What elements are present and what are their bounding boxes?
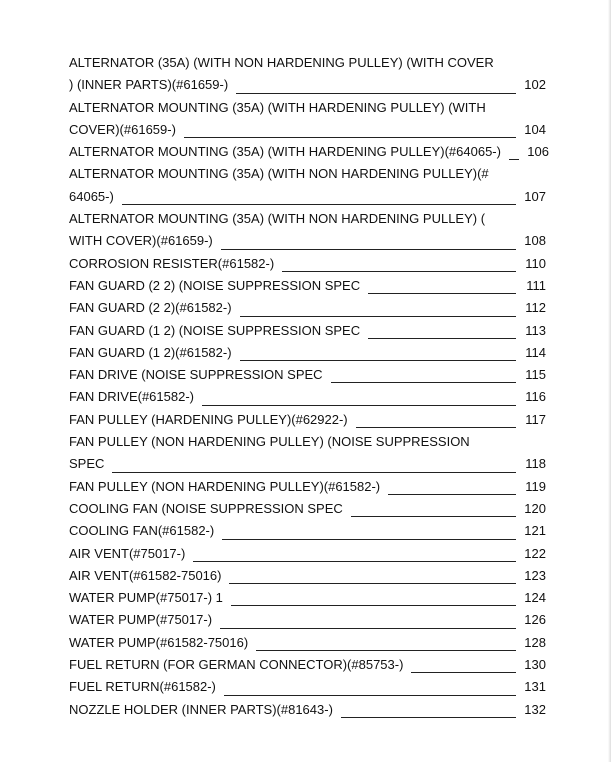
toc-entry[interactable] [69, 320, 546, 342]
toc-entry[interactable] [69, 97, 546, 142]
toc-entry-row [69, 320, 546, 342]
toc-page-number: 113 [525, 322, 546, 338]
toc-entry-title-line: WITH COVER)(#61659-) [69, 233, 213, 249]
toc-entry-title-line: AIR VENT(#75017-) [69, 545, 186, 561]
toc-page-number: 131 [524, 679, 546, 695]
toc-entry[interactable] [69, 297, 546, 319]
leader-line [184, 137, 516, 138]
toc-entry[interactable] [69, 342, 546, 364]
toc-entry-title-line: AIR VENT(#61582-75016) [69, 567, 222, 583]
toc-entry[interactable] [69, 476, 546, 498]
leader-line [229, 583, 516, 584]
toc-page-number: 128 [524, 634, 546, 650]
leader-line [202, 405, 516, 406]
toc-page-number: 114 [525, 344, 546, 360]
toc-entry-title-line: WATER PUMP(#75017-) 1 [69, 590, 223, 606]
toc-entry[interactable] [69, 565, 546, 587]
toc-entry[interactable] [69, 654, 546, 676]
leader-line [256, 650, 516, 651]
toc-entry-row [69, 141, 549, 163]
leader-line [122, 204, 516, 205]
toc-entry-title-line: FAN PULLEY (HARDENING PULLEY)(#62922-) [69, 411, 348, 427]
toc-entry-title-line: FAN GUARD (2 2)(#61582-) [69, 300, 232, 316]
toc-entry[interactable] [69, 609, 546, 631]
toc-entry-row [69, 565, 546, 587]
toc-entry[interactable] [69, 409, 546, 431]
toc-page-number: 104 [524, 121, 546, 137]
toc-entry-title-line: ) (INNER PARTS)(#61659-) [69, 77, 229, 93]
toc-entry-row [69, 498, 546, 520]
leader-line [240, 316, 516, 317]
toc-entry-title-line: ALTERNATOR MOUNTING (35A) (WITH HARDENING PULLEY)(#64065-) [69, 144, 501, 160]
toc-page-number: 115 [525, 367, 546, 383]
toc-page-number: 118 [525, 456, 546, 472]
toc-entry-row [69, 654, 546, 676]
toc-entry-title-line: FUEL RETURN (FOR GERMAN CONNECTOR)(#85753-) [69, 657, 404, 673]
toc-entry-title-line: CORROSION RESISTER(#61582-) [69, 255, 275, 271]
leader-line [509, 159, 519, 160]
toc-entry[interactable] [69, 275, 546, 297]
toc-page-number: 119 [525, 478, 546, 494]
toc-entry-title-line: FAN PULLEY (NON HARDENING PULLEY) (NOISE SUPPRESSION [69, 434, 470, 450]
toc-entry[interactable] [69, 163, 546, 208]
toc-entry-title-line: FUEL RETURN(#61582-) [69, 679, 216, 695]
toc-entry-row [69, 275, 546, 297]
leader-line [224, 695, 516, 696]
toc-page-number: 107 [524, 188, 546, 204]
toc-entry-row [69, 119, 546, 141]
toc-entry-row [69, 386, 546, 408]
leader-line [193, 561, 516, 562]
leader-line [351, 516, 516, 517]
leader-line [240, 360, 516, 361]
toc-entry-row [69, 676, 546, 698]
toc-page-number: 130 [524, 657, 546, 673]
toc-entry-title-line: FAN GUARD (1 2)(#61582-) [69, 344, 232, 360]
toc-page-number: 111 [526, 277, 546, 293]
leader-line [112, 472, 516, 473]
leader-line [341, 717, 516, 718]
toc-page-number: 121 [524, 523, 546, 539]
toc-entry[interactable] [69, 676, 546, 698]
table-of-contents [69, 52, 549, 721]
toc-page-number: 112 [525, 300, 546, 316]
toc-page-number: 126 [524, 612, 546, 628]
toc-entry-title-line: COOLING FAN(#61582-) [69, 523, 215, 539]
toc-entry[interactable] [69, 386, 546, 408]
toc-entry-title-line: SPEC [69, 456, 105, 472]
toc-entry-title-line: COOLING FAN (NOISE SUPPRESSION SPEC [69, 500, 343, 516]
toc-entry-title-line: COVER)(#61659-) [69, 121, 176, 137]
toc-page-number: 102 [524, 77, 546, 93]
leader-line [236, 93, 516, 94]
toc-entry-row [69, 230, 546, 252]
toc-entry[interactable] [69, 208, 546, 253]
toc-page-number: 108 [524, 233, 546, 249]
toc-entry[interactable] [69, 431, 546, 476]
toc-entry[interactable] [69, 520, 546, 542]
toc-entry-row [69, 297, 546, 319]
toc-entry-title-line: FAN DRIVE (NOISE SUPPRESSION SPEC [69, 367, 323, 383]
toc-entry[interactable] [69, 141, 549, 163]
toc-entry[interactable] [69, 52, 546, 97]
toc-entry[interactable] [69, 587, 546, 609]
toc-entry-title-line: NOZZLE HOLDER (INNER PARTS)(#81643-) [69, 701, 333, 717]
leader-line [411, 672, 516, 673]
toc-entry[interactable] [69, 253, 546, 275]
toc-entry-row [69, 632, 546, 654]
toc-entry-row [69, 453, 546, 475]
toc-entry-title-line: ALTERNATOR MOUNTING (35A) (WITH HARDENING PULLEY) (WITH [69, 99, 486, 115]
leader-line [356, 427, 516, 428]
leader-line [282, 271, 516, 272]
leader-line [331, 382, 516, 383]
toc-entry-title-line: ALTERNATOR MOUNTING (35A) (WITH NON HARDENING PULLEY)(# [69, 166, 489, 182]
toc-page-number: 116 [525, 389, 546, 405]
leader-line [368, 338, 516, 339]
toc-entry-row [69, 520, 546, 542]
toc-entry[interactable] [69, 632, 546, 654]
toc-entry-row [69, 609, 546, 631]
toc-entry-row [69, 587, 546, 609]
toc-entry-row [69, 342, 546, 364]
toc-entry-title-line: FAN PULLEY (NON HARDENING PULLEY)(#61582-) [69, 478, 381, 494]
toc-page-number: 120 [524, 500, 546, 516]
toc-entry[interactable] [69, 364, 546, 386]
toc-page-number: 106 [527, 144, 549, 160]
toc-entry-title-line: WATER PUMP(#75017-) [69, 612, 213, 628]
leader-line [368, 293, 516, 294]
toc-entry-row [69, 364, 546, 386]
toc-entry-row [69, 253, 546, 275]
toc-page-number: 132 [524, 701, 546, 717]
toc-entry-title-line: FAN DRIVE(#61582-) [69, 389, 194, 405]
leader-line [231, 605, 516, 606]
toc-entry-row [69, 186, 546, 208]
toc-entry[interactable] [69, 699, 546, 721]
toc-page-number: 110 [525, 255, 546, 271]
leader-line [222, 539, 516, 540]
toc-entry-row [69, 699, 546, 721]
toc-entry-title-line: 64065-) [69, 188, 114, 204]
toc-entry-row [69, 543, 546, 565]
toc-entry-row [69, 476, 546, 498]
toc-entry-title-line: WATER PUMP(#61582-75016) [69, 634, 249, 650]
toc-entry-title-line: ALTERNATOR MOUNTING (35A) (WITH NON HARDENING PULLEY) ( [69, 211, 486, 227]
toc-entry-row [69, 74, 546, 96]
toc-entry[interactable] [69, 543, 546, 565]
leader-line [221, 249, 516, 250]
toc-entry-row [69, 409, 546, 431]
toc-page-number: 122 [524, 545, 546, 561]
leader-line [388, 494, 516, 495]
toc-entry-title-line: ALTERNATOR (35A) (WITH NON HARDENING PULLEY) (WITH COVER [69, 55, 494, 70]
toc-entry[interactable] [69, 498, 546, 520]
toc-page-number: 117 [525, 411, 546, 427]
toc-page-number: 124 [524, 590, 546, 606]
leader-line [220, 628, 516, 629]
toc-entry-title-line: FAN GUARD (1 2) (NOISE SUPPRESSION SPEC [69, 322, 361, 338]
toc-page-number: 123 [524, 567, 546, 583]
toc-entry-title-line: FAN GUARD (2 2) (NOISE SUPPRESSION SPEC [69, 277, 361, 293]
